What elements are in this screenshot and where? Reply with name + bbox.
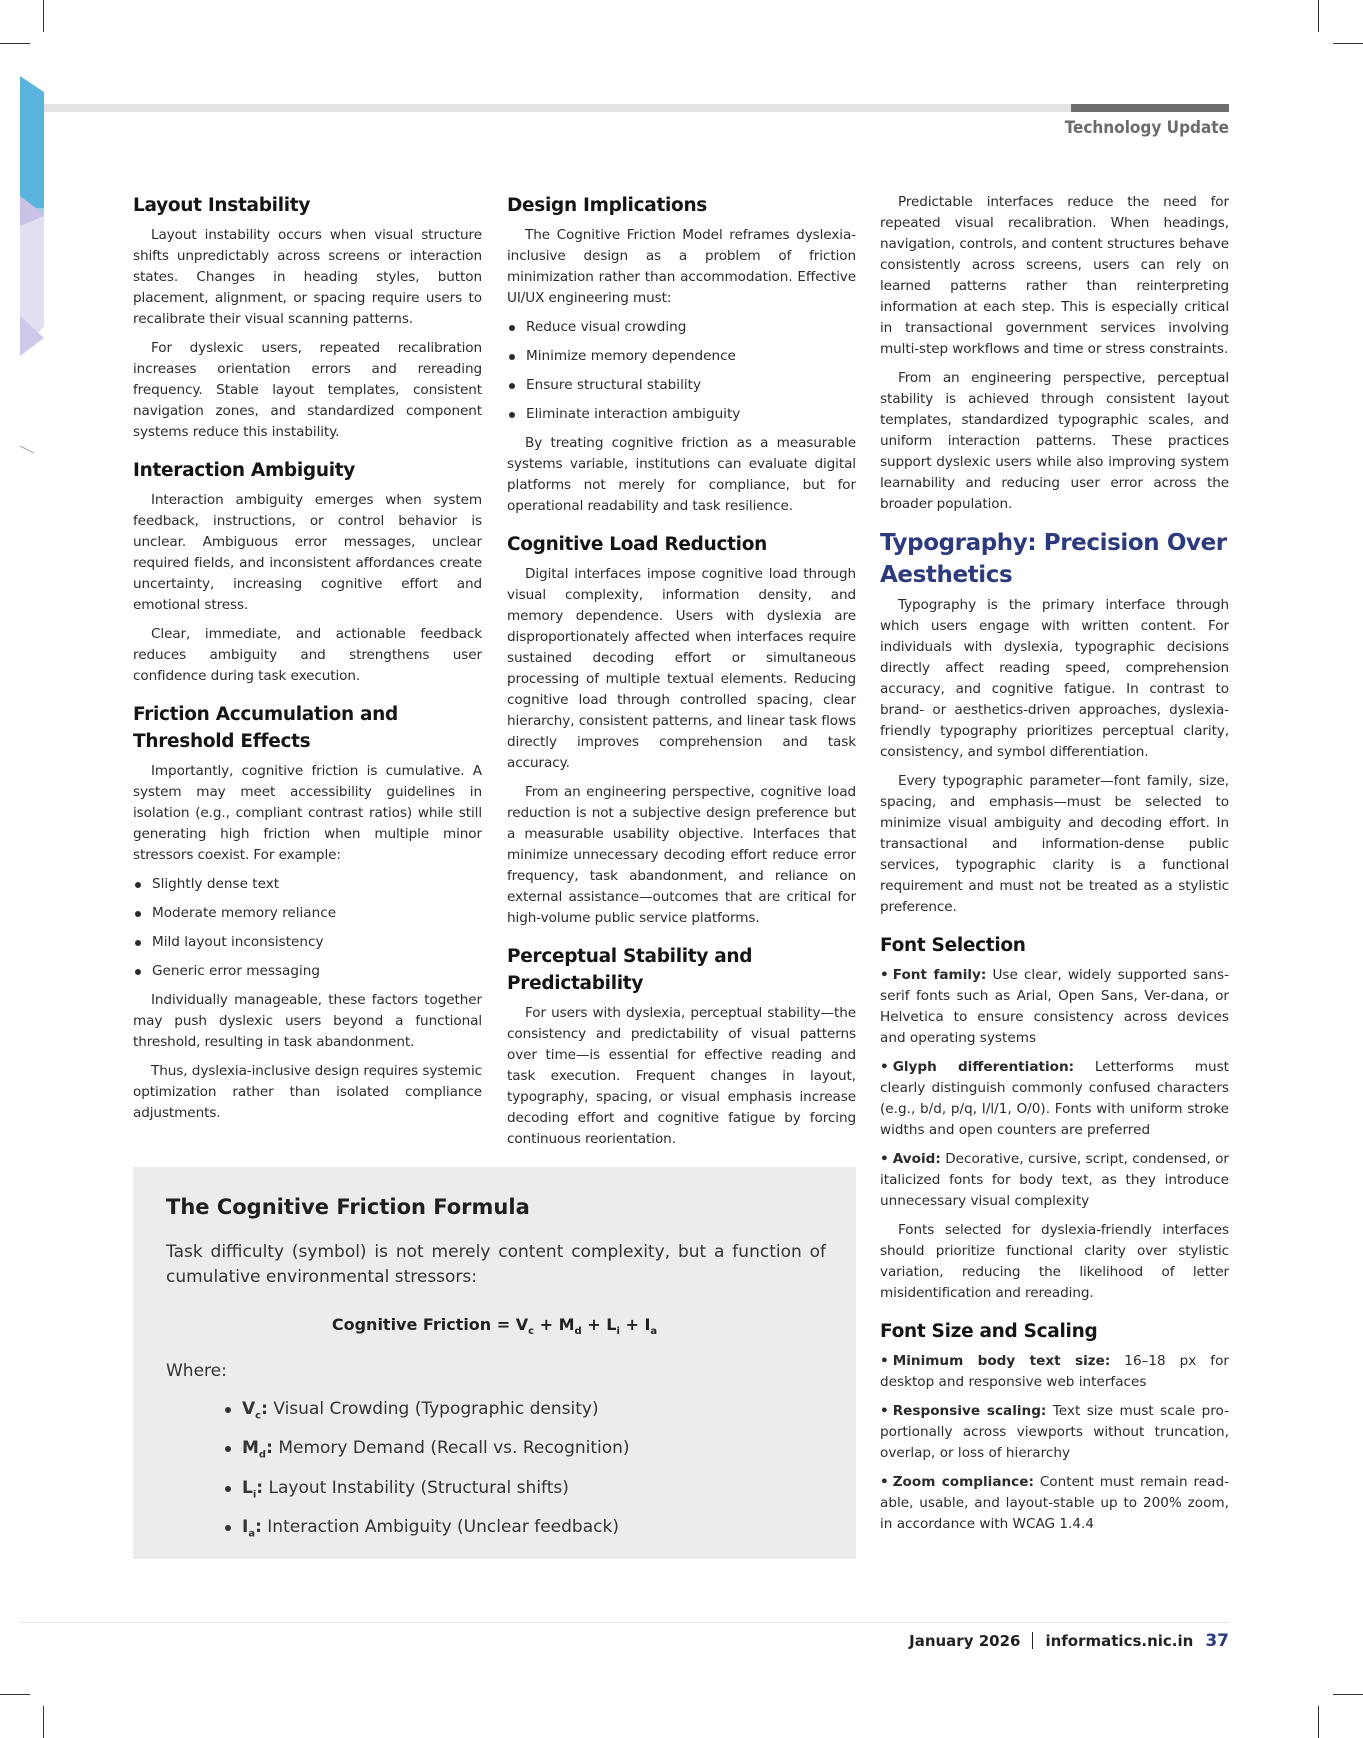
paragraph: Layout instability occurs when visual structure shifts unpredictably across screens or interaction states. Changes in heading styles, button placement, alignment, or spacing require users to recalibrate their visual scanning patterns. [133,227,482,327]
formula-definition: $I_a$: Interaction Ambiguity (Unclear feedback) [225,1511,630,1550]
definition-item: • Zoom compliance: Content must remain read-able, usable, and layout-stable up to 200% zoom, in accordance with WCAG 1.4.4 [880,1474,1229,1532]
definition-term: Glyph differentiation: [892,1059,1075,1075]
paragraph: Clear, immediate, and actionable feedback reduces ambiguity and strengthens user confidence during task execution. [133,626,482,684]
section-tag: Technology Update [1064,118,1229,138]
definition-item: • Minimum body text size: 16–18 px for desktop and responsive web interfaces [880,1353,1229,1390]
definition-term: Avoid: [892,1151,941,1167]
definition-text: 16–18 px for desktop and responsive web interfaces [880,1353,1229,1390]
crop-mark [1318,0,1319,32]
heading-cognitive-load: Cognitive Load Reduction [507,534,767,555]
footer-site: informatics.nic.in [1045,1632,1194,1650]
formula-definitions [225,1393,630,1551]
list-item: Slightly dense text [133,874,482,895]
definition-item: • Avoid: Decorative, cursive, script, condensed, or italicized fonts for body text, as they introduce unnecessary visual complexity [880,1151,1229,1209]
paragraph: Fonts selected for dyslexia-friendly interfaces should prioritize functional clarity over stylistic variation, reducing the likelihood of letter misidentification and rereading. [880,1222,1229,1301]
list-item: Minimize memory dependence [507,346,856,367]
footer-separator [1032,1632,1033,1649]
heading-interaction-ambiguity: Interaction Ambiguity [133,460,356,481]
heading-friction-accumulation: Friction Accumulation and Threshold Effects [133,704,398,752]
definition-text: Use clear, widely supported sans-serif fonts such as Arial, Open Sans, Ver-dana, or Helvetica to ensure consistency across devices and operating systems [880,967,1229,1046]
paragraph: Typography is the primary interface through which users engage with written content. For individuals with dyslexia, typographic decisions directly affect reading speed, comprehension accuracy, and cognitive fatigue. In contrast to brand- or aesthetics-driven approaches, dyslexia-friendly typography prioritizes perceptual clarity, consistency, and symbol differentiation. [880,597,1229,760]
formula-label: Cognitive Friction = [331,1315,516,1334]
crop-mark [43,1706,44,1738]
crop-mark [1333,43,1363,44]
paragraph: For dyslexic users, repeated recalibration increases orientation errors and rereading frequency. Stable layout templates, consistent navigation zones, and standardized component systems reduce this instability. [133,340,482,440]
bullet-list [133,874,482,982]
paragraph: From an engineering perspective, cognitive load reduction is not a subjective design preference but a measurable usability objective. Interfaces that minimize unnecessary decoding effort reduce error frequency, task abandonment, and reliance on external assistance—outcomes that are critical for high-volume public service platforms. [507,784,856,926]
heading-font-selection: Font Selection [880,935,1026,956]
definition-text: Letterforms must clearly distinguish commonly confused characters (e.g., b/d, p/q, I/l/1, O/0). Fonts with uniform stroke widths and open counters are preferred [880,1059,1230,1138]
crop-mark [1318,1706,1319,1738]
formula-box-title: The Cognitive Friction Formula [166,1195,530,1219]
page-number: 37 [1205,1631,1229,1651]
definition-term: Zoom compliance: [892,1474,1034,1490]
paragraph: Importantly, cognitive friction is cumulative. A system may meet accessibility guidelines in isolation (e.g., compliant contrast ratios) while still generating high friction when multiple minor stressors coexist. For example: [133,763,482,863]
paragraph: Every typographic parameter—font family, size, spacing, and emphasis—must be selected to minimize visual ambiguity and decoding effort. In transactional and information-dense public services, typographic clarity is a functional requirement and must not be treated as a stylistic preference. [880,773,1229,915]
definition-term: Minimum body text size: [892,1353,1111,1369]
header-rule [44,104,1071,112]
paragraph: For users with dyslexia, perceptual stability—the consistency and predictability of visual patterns over time—is essential for effective reading and task execution. Frequent changes in layout, typography, spacing, or visual emphasis increase decoding effort and cognitive fatigue by forcing continuous reorientation. [507,1005,856,1147]
paragraph: The Cognitive Friction Model reframes dyslexia-inclusive design as a problem of friction minimization rather than accommodation. Effective UI/UX engineering must: [507,227,856,306]
heading-font-size: Font Size and Scaling [880,1321,1098,1342]
definition-text: Content must remain read-able, usable, and layout-stable up to 200% zoom, in accordance with WCAG 1.4.4 [880,1474,1229,1532]
formula-definition: $V_c$: Visual Crowding (Typographic density) [225,1393,630,1432]
crop-mark [43,0,44,32]
definition-item: • Responsive scaling: Text size must scale pro-portionally across viewports without truncation, overlap, or loss of hierarchy [880,1403,1229,1461]
list-item: Moderate memory reliance [133,903,482,924]
footer-rule [20,1622,1230,1623]
footer-date: January 2026 [909,1632,1021,1650]
formula-term: $I_a$ [644,1315,658,1338]
list-item: Eliminate interaction ambiguity [507,404,856,425]
bullet-list [507,317,856,425]
list-item: Reduce visual crowding [507,317,856,338]
header-rule-accent [1071,104,1229,112]
crop-mark [0,43,30,44]
column-3 [880,192,1229,1543]
list-item: Ensure structural stability [507,375,856,396]
definition-term: Responsive scaling: [892,1403,1047,1419]
paragraph: Digital interfaces impose cognitive load through visual complexity, information density, and memory dependence. Users with dyslexia are disproportionately affected when interfaces require sustained decoding effort or simultaneous processing of multiple textual elements. Reducing cognitive load through controlled spacing, clear hierarchy, consistent patterns, and linear task flows directly improves comprehension and task accuracy. [507,566,856,771]
heading-perceptual-stability: Perceptual Stability and Predictability [507,946,753,994]
formula-term: $L_i$ [606,1315,620,1338]
formula-definition: $M_d$: Memory Demand (Recall vs. Recognition) [225,1432,630,1471]
heading-layout-instability: Layout Instability [133,195,311,216]
paragraph: By treating cognitive friction as a measurable systems variable, institutions can evaluate digital platforms not merely for compliance, but for operational readability and task resilience. [507,435,856,514]
heading-design-implications: Design Implications [507,195,708,216]
heading-typography: Typography: Precision Over Aesthetics [880,530,1227,588]
column-2 [507,192,856,1158]
formula-definition: $L_i$: Layout Instability (Structural shifts) [225,1472,630,1511]
paragraph: From an engineering perspective, perceptual stability is achieved through consistent layout templates, standardized typographic scales, and uniform interaction patterns. These practices support dyslexic users while also improving system learnability and reducing user error across the broader population. [880,370,1229,512]
list-item: Generic error messaging [133,961,482,982]
decorative-strip [20,76,44,356]
list-item: Mild layout inconsistency [133,932,482,953]
formula: Cognitive Friction = $V_c + M_d + L_i + I_a$ [331,1315,658,1338]
crop-mark [1333,1694,1363,1695]
column-1 [133,192,482,1132]
where-label: Where: [166,1361,227,1381]
paragraph: Individually manageable, these factors together may push dyslexic users beyond a functional threshold, resulting in task abandonment. [133,992,482,1050]
definition-text: Text size must scale pro-portionally across viewports without truncation, overlap, or loss of hierarchy [880,1403,1229,1461]
definition-term: Font family: [892,967,987,983]
formula-term: $V_c$ [515,1315,535,1338]
definition-text: Decorative, cursive, script, condensed, or italicized fonts for body text, as they introduce unnecessary visual complexity [880,1151,1229,1209]
definition-item: • Font family: Use clear, widely supported sans-serif fonts such as Arial, Open Sans, Ver-dana, or Helvetica to ensure consistency across devices and operating systems [880,967,1229,1046]
formula-box-lead: Task difficulty (symbol) is not merely content complexity, but a function of cumulative environmental stressors: [166,1242,826,1287]
crop-mark [0,1694,30,1695]
decorative-tick [20,444,36,454]
formula-box [133,1167,856,1559]
paragraph: Interaction ambiguity emerges when system feedback, instructions, or control behavior is unclear. Ambiguous error messages, unclear required fields, and inconsistent affordances create uncertainty, increasing cognitive effort and emotional stress. [133,492,482,613]
formula-term: $M_d$ [558,1315,582,1338]
paragraph: Thus, dyslexia-inclusive design requires systemic optimization rather than isolated compliance adjustments. [133,1063,482,1121]
footer [909,1631,1229,1651]
paragraph: Predictable interfaces reduce the need for repeated visual recalibration. When headings, navigation, controls, and content structures behave consistently across screens, users can rely on learned patterns rather than reinterpreting information at each step. This is especially critical in transactional government services involving multi-step workflows and time or stress constraints. [880,194,1229,357]
definition-item: • Glyph differentiation: Letterforms must clearly distinguish commonly confused characters (e.g., b/d, p/q, I/l/1, O/0). Fonts with uniform stroke widths and open counters are preferred [880,1059,1230,1138]
